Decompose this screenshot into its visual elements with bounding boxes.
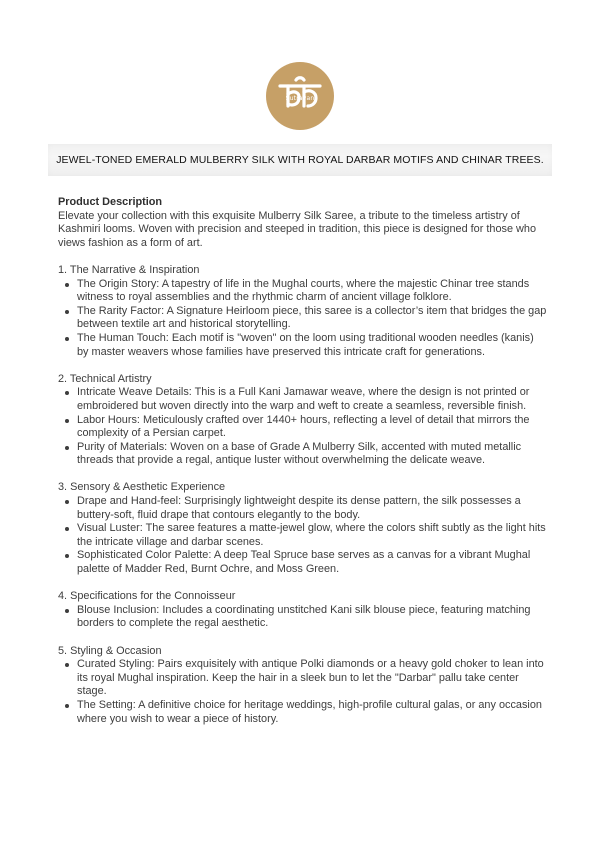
list-item: Curated Styling: Pairs exquisitely with antique Polki diamonds or a heavy gold choker to lean into its royal Mughal inspiration. Keep the hair in a sleek bun to let the "Darbar" pallu take center stage. xyxy=(58,658,548,699)
list-item: The Rarity Factor: A Signature Heirloom piece, this saree is a collector’s item that bridges the gap between textile art and historical storytelling. xyxy=(58,305,548,332)
bullet-list xyxy=(58,658,548,726)
section-styling xyxy=(58,645,548,727)
section-title: 5. Styling & Occasion xyxy=(58,644,162,657)
list-item: The Setting: A definitive choice for heritage weddings, high-profile cultural galas, or any occasion where you wish to wear a piece of history. xyxy=(58,699,548,726)
section-specifications xyxy=(58,590,548,631)
list-item: Visual Luster: The saree features a matte-jewel glow, where the colors shift subtly as the light hits the intricate village and darbar scenes. xyxy=(58,522,548,549)
section-title: 4. Specifications for the Connoisseur xyxy=(58,590,236,603)
list-item: Sophisticated Color Palette: A deep Teal Spruce base serves as a canvas for a vibrant Mughal palette of Madder Red, Burnt Ochre, and Moss Green. xyxy=(58,549,548,576)
section-technical xyxy=(58,373,548,468)
bullet-list xyxy=(58,495,548,577)
description-heading: Product Description xyxy=(58,196,163,208)
bullet-list xyxy=(58,604,548,631)
document-body xyxy=(58,196,548,726)
section-title: 1. The Narrative & Inspiration xyxy=(58,263,200,276)
list-item: Blouse Inclusion: Includes a coordinating unstitched Kani silk blouse piece, featuring matching borders to complete the regal aesthetic. xyxy=(58,604,548,631)
section-title: 2. Technical Artistry xyxy=(58,372,152,385)
list-item: The Human Touch: Each motif is "woven" on the loom using traditional wooden needles (kanis) by master weavers whose families have preserved this intricate craft for generations. xyxy=(58,332,548,359)
section-sensory xyxy=(58,481,548,576)
logo-wordmark: Sutrayan xyxy=(285,95,315,102)
brand-logo xyxy=(266,62,334,130)
section-title: 3. Sensory & Aesthetic Experience xyxy=(58,481,226,494)
list-item: Intricate Weave Details: This is a Full Kani Jamawar weave, where the design is not printed or embroidered but woven directly into the warp and weft to create a seamless, reversible finish. xyxy=(58,386,548,413)
logo-container xyxy=(0,62,600,130)
bullet-list xyxy=(58,278,548,360)
title-banner xyxy=(48,144,552,176)
list-item: The Origin Story: A tapestry of life in the Mughal courts, where the majestic Chinar tree stands witness to royal assemblies and the rhythmic charm of ancient village folklore. xyxy=(58,278,548,305)
list-item: Drape and Hand-feel: Surprisingly lightweight despite its dense pattern, the silk possesses a buttery-soft, fluid drape that contours elegantly to the body. xyxy=(58,495,548,522)
list-item: Purity of Materials: Woven on a base of Grade A Mulberry Silk, accented with muted metallic threads that provide a regal, antique luster without overwhelming the delicate weave. xyxy=(58,441,548,468)
list-item: Labor Hours: Meticulously crafted over 1440+ hours, reflecting a level of detail that mirrors the complexity of a Persian carpet. xyxy=(58,414,548,441)
description-paragraph: Elevate your collection with this exquisite Mulberry Silk Saree, a tribute to the timeless artistry of Kashmiri looms. Woven with precision and steeped in tradition, this piece is designed for those who views fashion as a form of art. xyxy=(58,209,537,249)
product-title: JEWEL-TONED EMERALD MULBERRY SILK WITH ROYAL DARBAR MOTIFS AND CHINAR TREES. xyxy=(56,154,544,166)
section-narrative xyxy=(58,264,548,359)
bullet-list xyxy=(58,386,548,468)
